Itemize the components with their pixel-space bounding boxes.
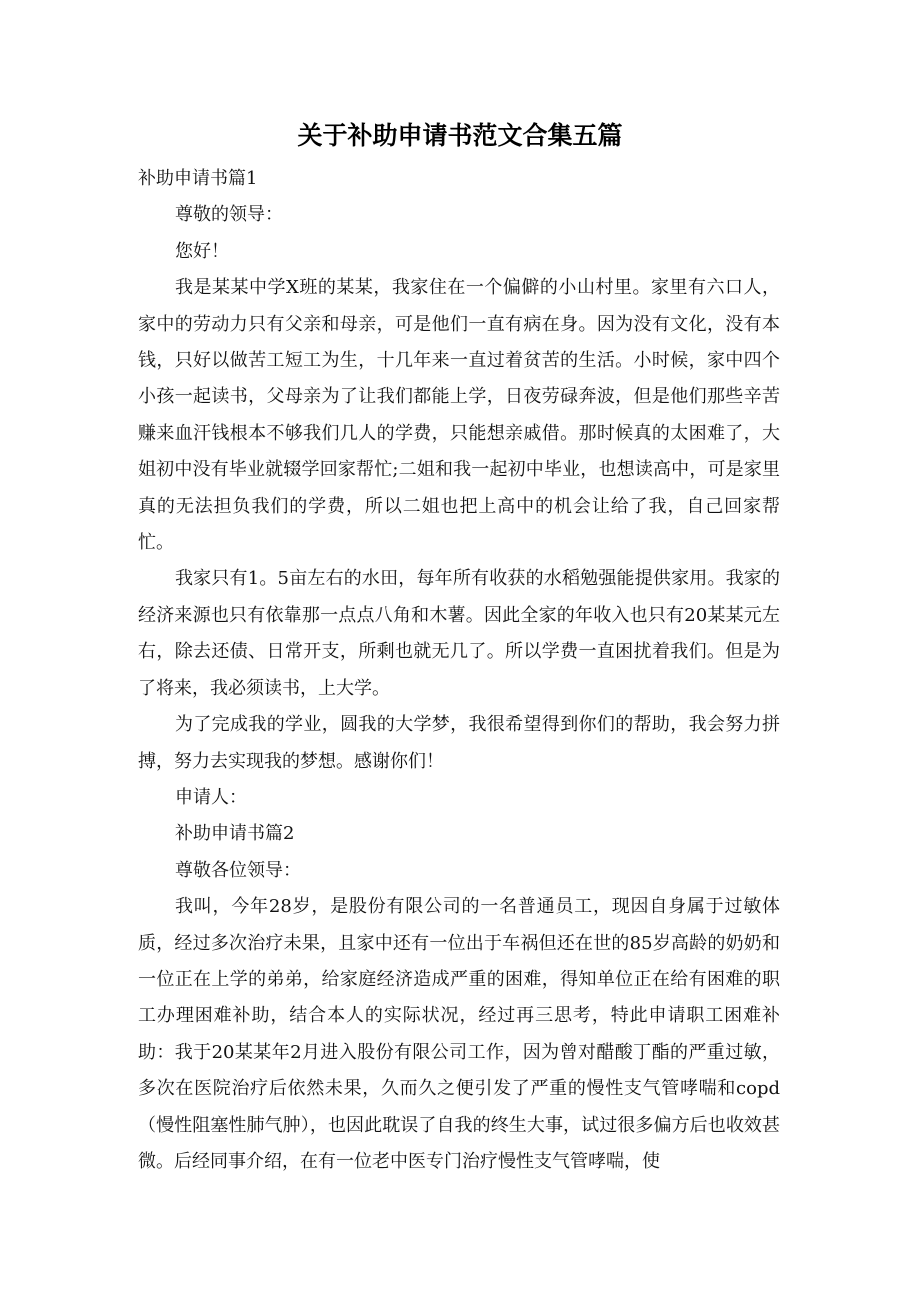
letter-1-applicant: 申请人： (175, 786, 247, 808)
letter-2-heading: 补助申请书篇2 (175, 823, 295, 845)
letter-1-greeting: 您好！ (175, 240, 229, 262)
letter-2-salutation: 尊敬各位领导： (175, 859, 301, 881)
letter-1-paragraph-2: 我家只有1。5亩左右的水田，每年所有收获的水稻勉强能提供家用。我家的经济来源也只有依靠那一点点八角和木薯。因此全家的年收入也只有20某某元左右，除去还债、日常开支，所剩也就无几了。所以学费一直困扰着我们。但是为了将来，我必须读书，上大学。 (138, 568, 780, 699)
letter-1-salutation: 尊敬的领导： (175, 204, 283, 226)
letter-1-heading: 补助申请书篇1 (138, 168, 258, 189)
document-title: 关于补助申请书范文合集五篇 (297, 121, 623, 150)
letter-1-paragraph-1: 我是某某中学X班的某某，我家住在一个偏僻的小山村里。家里有六口人，家中的劳动力只有父亲和母亲，可是他们一直有病在身。因为没有文化，没有本钱，只好以做苦工短工为生，十几年来一直过着贫苦的生活。小时候，家中四个小孩一起读书，父母亲为了让我们都能上学，日夜劳碌奔波，但是他们那些辛苦赚来血汗钱根本不够我们几人的学费，只能想亲戚借。那时候真的太困难了，大姐初中没有毕业就辍学回家帮忙;二姐和我一起初中毕业，也想读高中，可是家里真的无法担负我们的学费，所以二姐也把上高中的机会让给了我，自己回家帮忙。 (138, 277, 780, 554)
letter-1-paragraph-3: 为了完成我的学业，圆我的大学梦，我很希望得到你们的帮助，我会努力拼搏，努力去实现我的梦想。感谢你们！ (138, 714, 780, 772)
document-body (138, 161, 780, 1180)
letter-2-paragraph-1: 我叫，今年28岁，是股份有限公司的一名普通员工，现因自身属于过敏体质，经过多次治疗未果，且家中还有一位出于车祸但还在世的85岁高龄的奶奶和一位正在上学的弟弟，给家庭经济造成严重的困难，得知单位正在给有困难的职工办理困难补助，结合本人的实际状况，经过再三思考，特此申请职工困难补助：我于20某某年2月进入股份有限公司工作，因为曾对醋酸丁酯的严重过敏，多次在医院治疗后依然未果，久而久之便引发了严重的慢性支气管哮喘和copd（慢性阻塞性肺气肿），也因此耽误了自我的终生大事，试过很多偏方后也收效甚微。后经同事介绍，在有一位老中医专门治疗慢性支气管哮喘，使 (138, 896, 780, 1172)
